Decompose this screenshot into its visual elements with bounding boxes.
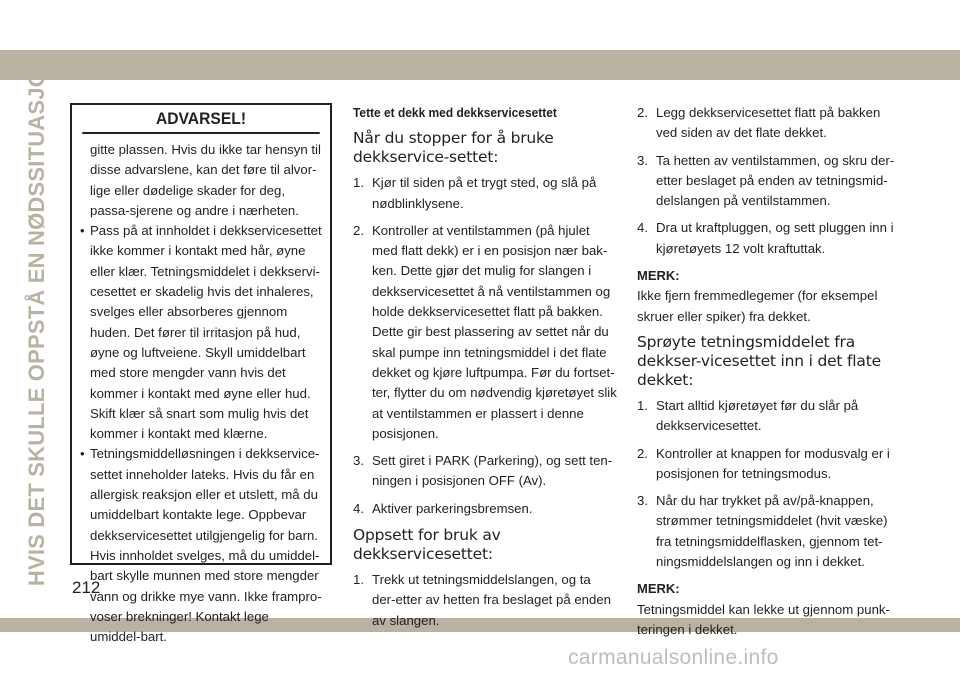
warning-intro: gitte plassen. Hvis du ikke tar hensyn til disse advarslene, kan det føre til alvor-lige eller dødelige skader for deg, passa-sjerene og andre i nærheten. bbox=[90, 142, 321, 218]
step-item bbox=[637, 444, 905, 485]
step-number: 4. bbox=[637, 220, 648, 236]
step-item bbox=[637, 491, 905, 572]
chapter-title-text: HVIS DET SKULLE OPPSTÅ EN NØDSSITUASJON bbox=[24, 53, 49, 587]
chapter-side-title bbox=[24, 53, 49, 587]
section-heading-stopping: Når du stopper for å bruke dekkservice-settet: bbox=[353, 129, 554, 167]
middle-column bbox=[353, 103, 617, 638]
watermark: carmanualsonline.info bbox=[568, 646, 779, 669]
warning-title: ADVARSEL! bbox=[82, 105, 319, 134]
stopping-steps-list bbox=[353, 173, 617, 519]
note-label: MERK: bbox=[637, 581, 680, 597]
step-text: Kontroller at ventilstammen (på hjulet med flatt dekk) er i en posisjon nær bak-ken. Dette gjør det mulig for slangen i dekkservicesettet å nå ventilstammen og holde dekkservicesettet flatt på bakken. Dette gir best plassering av settet når du skal pumpe inn tetningsmiddel i det flate dekket og kjøre luftpumpa. Før du fortset-ter, flytter du om nødvendig kjøretøyet slik at ventilstammen er plassert i denne posisjonen. bbox=[372, 222, 617, 441]
step-item bbox=[637, 396, 905, 437]
step-item bbox=[637, 151, 905, 212]
setup-steps-list bbox=[353, 570, 617, 631]
step-text: Kjør til siden på et trygt sted, og slå på nødblinklysene. bbox=[372, 175, 597, 211]
step-number: 4. bbox=[353, 500, 364, 516]
step-number: 2. bbox=[637, 445, 648, 461]
section-heading-inject: Sprøyte tetningsmiddelet fra dekkser-vicesettet inn i det flate dekket: bbox=[637, 332, 881, 389]
warning-bullet: • Pass på at innholdet i dekkservicesettet ikke kommer i kontakt med hår, øyne eller klær. Tetningsmiddelet i dekkservi-cesettet er skadelig hvis det inhaleres, svelges eller absorberes gjennom huden. Det fører til irritasjon på hud, øyne og luftveiene. Skyll umiddelbart med store mengder vann hvis det kommer i kontakt med øyne eller hud. Skift klær så snart som mulig hvis det kommer i kontakt med klærne. bbox=[80, 221, 322, 444]
step-text: Legg dekkservicesettet flatt på bakken ved siden av det flate dekket. bbox=[656, 105, 881, 141]
procedure-title: Tette et dekk med dekkservicesettet bbox=[353, 105, 557, 120]
warning-bullet: • Tetningsmiddelløsningen i dekkservice-settet inneholder lateks. Hvis du får en allergisk reaksjon eller et utslett, må du umiddelbart kontakte lege. Oppbevar dekkservicesettet utilgjengelig for barn. Hvis innholdet svelges, må du umiddel-bart skylle munnen med store mengder vann og drikke mye vann. Ikke frampro-voser brekninger! Kontakt lege umiddel-bart. bbox=[80, 444, 322, 647]
step-text: Start alltid kjøretøyet før du slår på dekkservicesettet. bbox=[656, 397, 859, 434]
setup-steps-continued bbox=[637, 103, 905, 259]
step-number: 1. bbox=[637, 397, 648, 413]
warning-body bbox=[72, 134, 330, 647]
page-number: 212 bbox=[72, 578, 101, 597]
step-text: Ta hetten av ventilstammen, og skru der-etter beslaget på enden av tetningsmid-delslangen på ventilstammen. bbox=[656, 152, 895, 209]
step-item bbox=[353, 499, 617, 519]
step-number: 3. bbox=[637, 152, 648, 168]
step-number: 2. bbox=[353, 222, 364, 238]
note-text: Tetningsmiddel kan lekke ut gjennom punk-teringen i dekket. bbox=[637, 601, 890, 637]
step-number: 3. bbox=[637, 493, 648, 509]
step-number: 3. bbox=[353, 453, 364, 469]
step-text: Dra ut kraftpluggen, og sett pluggen inn i kjøretøyets 12 volt kraftuttak. bbox=[656, 220, 894, 256]
step-number: 1. bbox=[353, 572, 364, 588]
step-item bbox=[637, 103, 905, 144]
note-label: MERK: bbox=[637, 268, 680, 284]
step-text: Aktiver parkeringsbremsen. bbox=[372, 500, 533, 516]
step-text: Kontroller at knappen for modusvalg er i posisjonen for tetningsmodus. bbox=[656, 445, 890, 481]
inject-steps-list bbox=[637, 396, 905, 572]
step-item bbox=[353, 173, 617, 214]
right-column bbox=[637, 103, 905, 646]
step-text: Trekk ut tetningsmiddelslangen, og ta der-etter av hetten fra beslaget på enden av slangen. bbox=[372, 572, 612, 628]
step-item bbox=[353, 570, 617, 631]
note-text: Ikke fjern fremmedlegemer (for eksempel skruer eller spiker) fra dekket. bbox=[637, 288, 878, 324]
warning-bullet-list bbox=[80, 221, 322, 647]
step-item bbox=[353, 451, 617, 492]
header-band bbox=[0, 50, 960, 80]
step-number: 2. bbox=[637, 105, 648, 120]
step-item bbox=[353, 221, 617, 444]
section-heading-setup: Oppsett for bruk av dekkservicesettet: bbox=[353, 526, 501, 564]
step-item bbox=[637, 218, 905, 259]
step-text: Sett giret i PARK (Parkering), og sett ten-ningen i posisjonen OFF (Av). bbox=[372, 453, 613, 489]
step-number: 1. bbox=[353, 175, 364, 191]
step-text: Når du har trykket på av/på-knappen, strømmer tetningsmiddelet (hvit væske) fra tetningsmiddelflasken, gjennom tet-ningsmiddelslangen og inn i dekket. bbox=[656, 493, 888, 570]
